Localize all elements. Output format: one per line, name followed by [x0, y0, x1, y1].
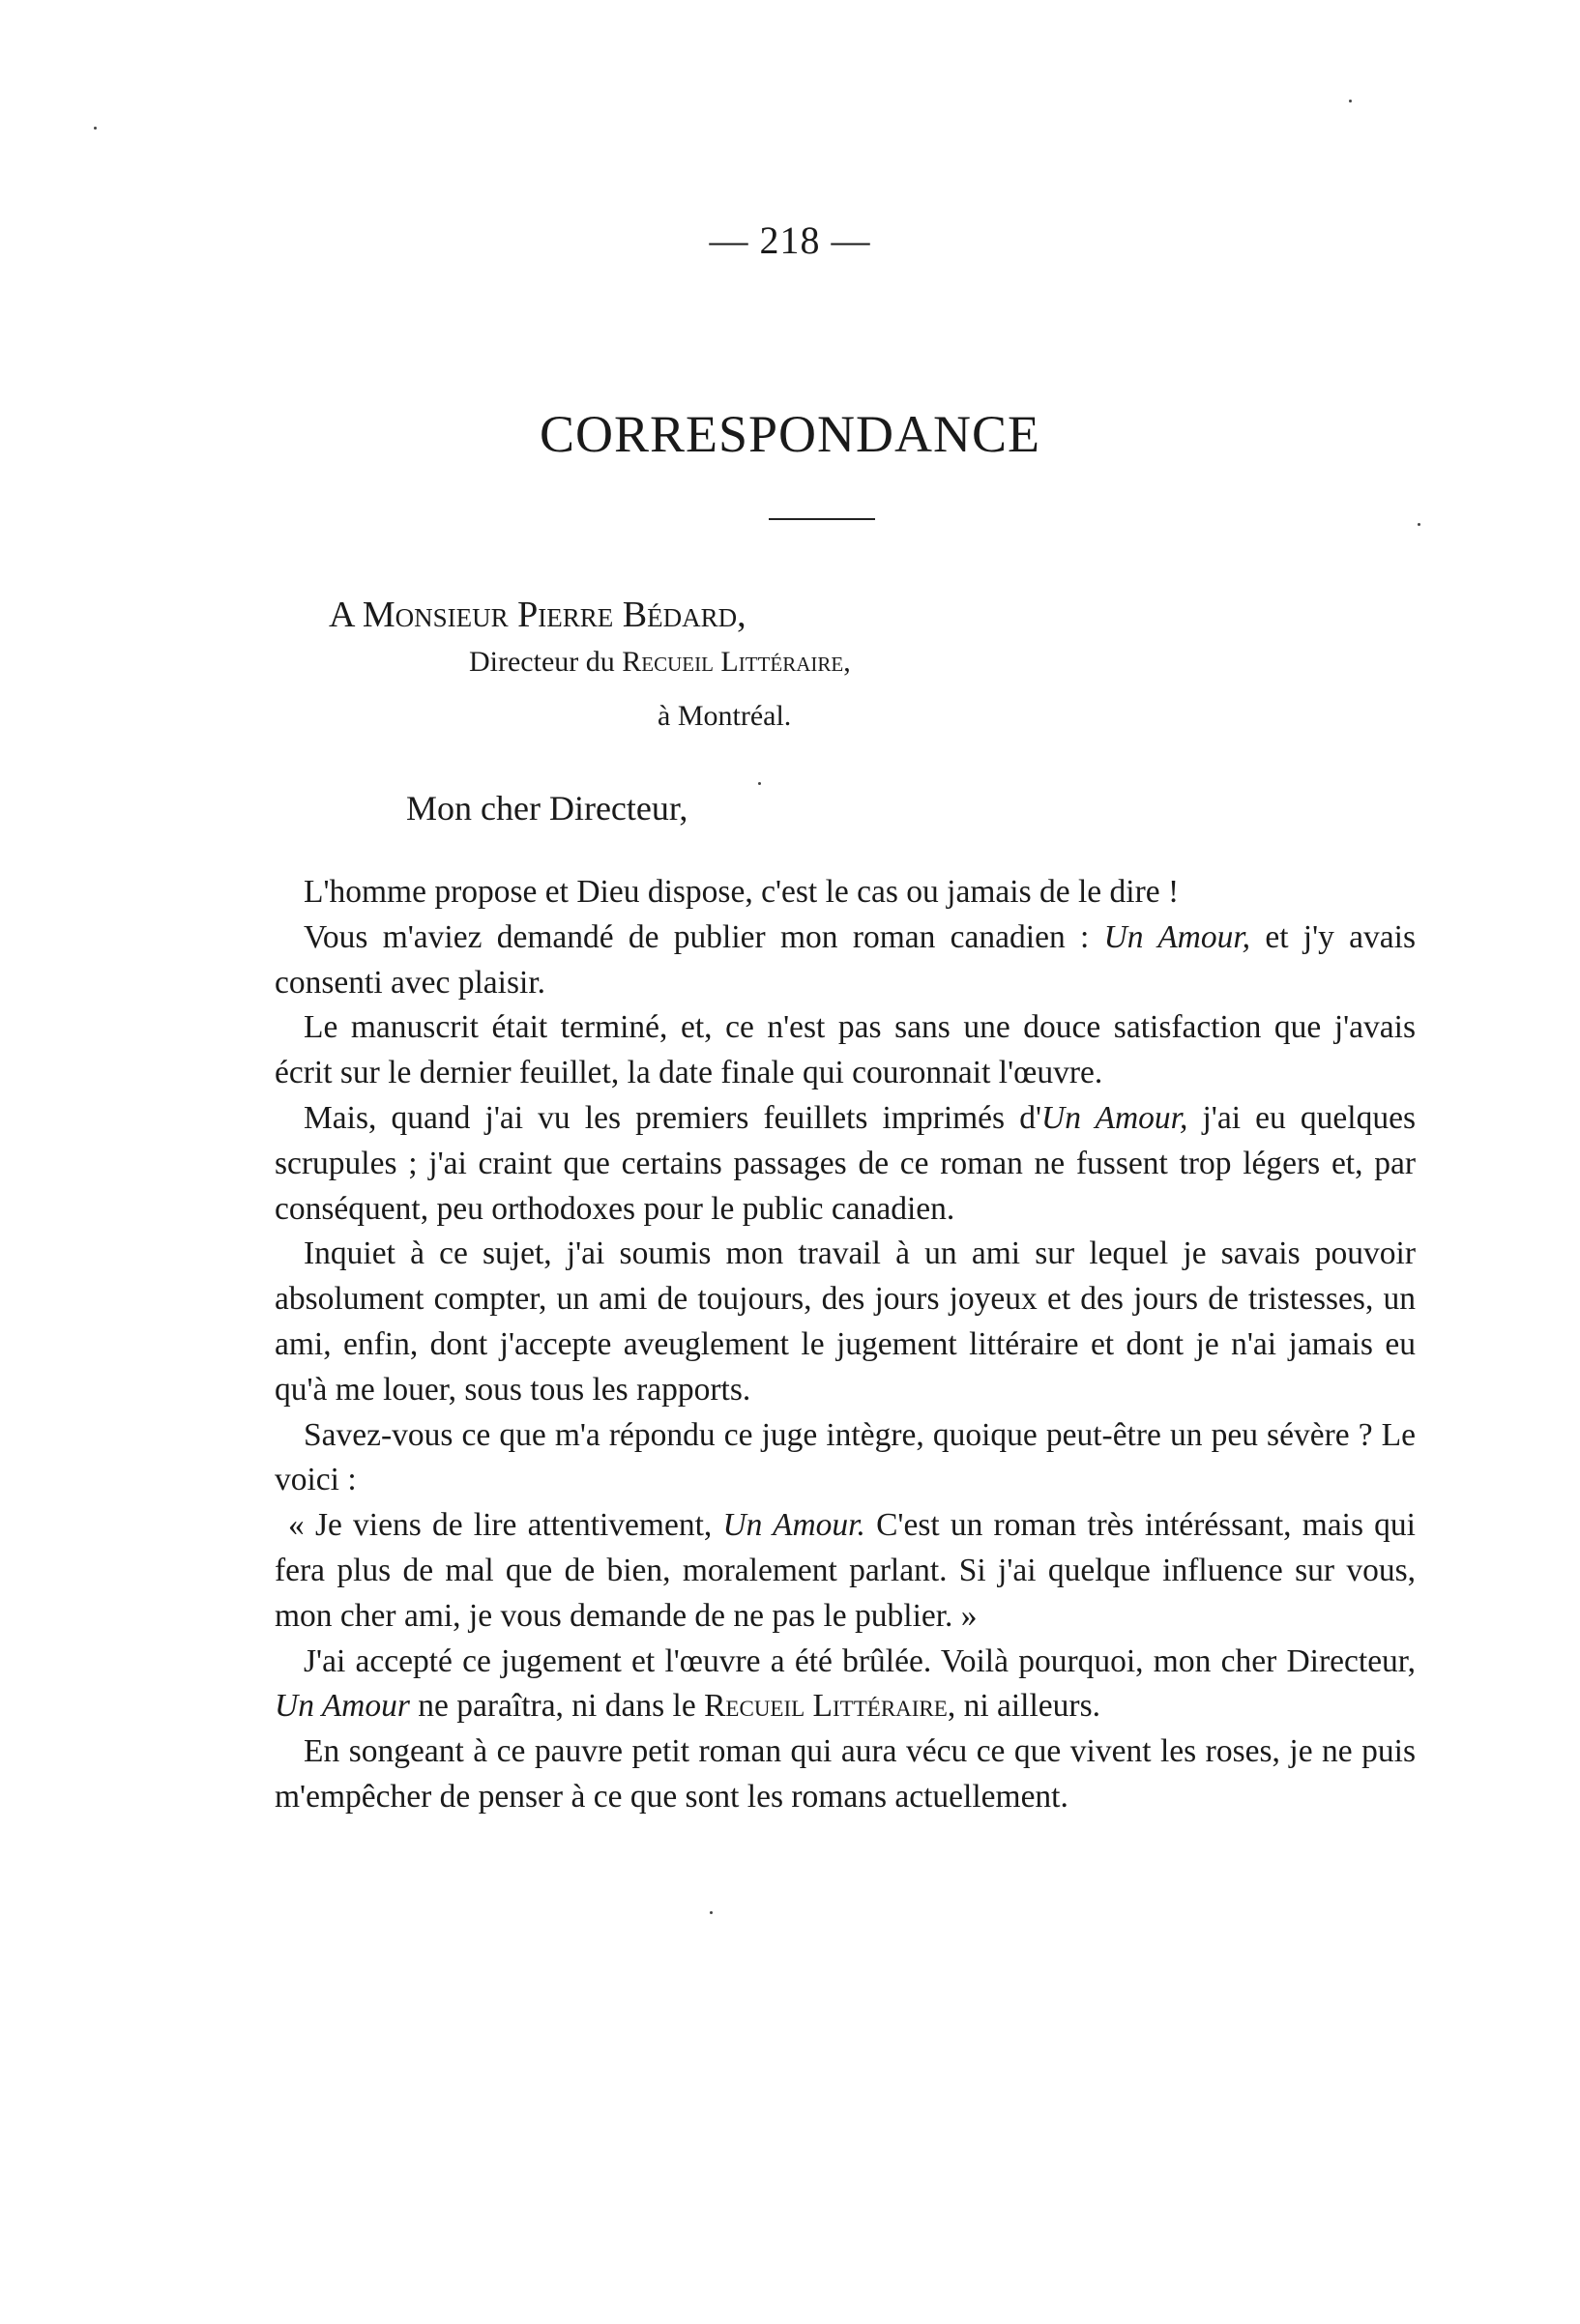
paragraph-text: J'ai accepté ce jugement et l'œuvre a été brûlée. Voilà pourquoi, mon cher Directeur,	[304, 1642, 1416, 1679]
paragraph: Inquiet à ce sujet, j'ai soumis mon travail à un ami sur lequel je savais pouvoir absolument compter, un ami de toujours, des jours joyeux et des jours de tristesses, un ami, enfin, dont j'accepte aveuglement le jugement littéraire et dont je n'ai jamais eu qu'à me louer, sous tous les rapports.	[275, 1235, 1416, 1408]
paragraph	[275, 1640, 1416, 1730]
paper-speck	[1349, 100, 1352, 102]
paragraph-text: j'ai eu quelques scrupules ; j'ai craint que certains passages de ce roman ne fussent trop légers et, par conséquent, peu orthodoxes pour le public canadien.	[275, 1099, 1416, 1227]
publication-name: Recueil Littéraire,	[704, 1688, 956, 1725]
novel-title: Un Amour,	[1041, 1099, 1188, 1136]
paper-speck	[1418, 523, 1420, 526]
publication-name: Recueil Littéraire,	[622, 646, 851, 678]
paragraph-text: ne paraîtra, ni dans le	[409, 1688, 705, 1725]
recipient-title-line	[469, 646, 851, 679]
quoted-paragraph	[275, 1503, 1416, 1639]
paper-speck	[94, 127, 97, 130]
recipient-title-prefix: Directeur du	[469, 646, 623, 678]
salutation: Mon cher Directeur,	[406, 789, 688, 828]
novel-title: Un Amour,	[1103, 918, 1251, 955]
recipient-line	[329, 594, 746, 636]
title-divider	[769, 518, 875, 520]
page-number: — 218 —	[709, 218, 871, 262]
paragraph	[275, 1096, 1416, 1232]
paragraph: Le manuscrit était terminé, et, ce n'est pas sans une douce satisfaction que j'avais écrit sur le dernier feuillet, la date finale qui couronnait l'œuvre.	[275, 1009, 1416, 1091]
paragraph-text: C'est un roman très intéréssant, mais qui fera plus de mal que de bien, moralement parlant. Si j'ai quelque influence sur vous, mon cher ami, je vous demande de ne pas le publier. »	[275, 1507, 1416, 1634]
paragraph-text: « Je viens de lire attentivement,	[288, 1507, 723, 1544]
page-title: CORRESPONDANCE	[539, 405, 1041, 463]
paragraph: L'homme propose et Dieu dispose, c'est le cas ou jamais de le dire !	[304, 874, 1180, 910]
recipient-name: Monsieur Pierre Bédard,	[362, 595, 746, 635]
paragraph-text: ni ailleurs.	[955, 1688, 1100, 1725]
paragraph-text: Mais, quand j'ai vu les premiers feuillets imprimés d'	[304, 1099, 1042, 1136]
novel-title: Un Amour	[275, 1688, 410, 1725]
paragraph: En songeant à ce pauvre petit roman qui aura vécu ce que vivent les roses, je ne puis m'empêcher de penser à ce que sont les romans actuellement.	[275, 1733, 1416, 1815]
paper-speck	[710, 1911, 713, 1914]
paragraph	[275, 915, 1416, 1006]
paragraph: Savez-vous ce que m'a répondu ce juge intègre, quoique peut-être un peu sévère ? Le voici :	[275, 1416, 1416, 1498]
paragraph-text: Vous m'aviez demandé de publier mon roman canadien :	[304, 918, 1104, 955]
recipient-city-line: à Montréal.	[658, 700, 792, 732]
paragraph-text: et j'y avais consenti avec plaisir.	[275, 918, 1416, 1001]
novel-title: Un Amour.	[722, 1507, 865, 1544]
paper-speck	[758, 782, 761, 785]
recipient-prefix: A	[329, 595, 363, 635]
letter-body	[275, 870, 1416, 1820]
